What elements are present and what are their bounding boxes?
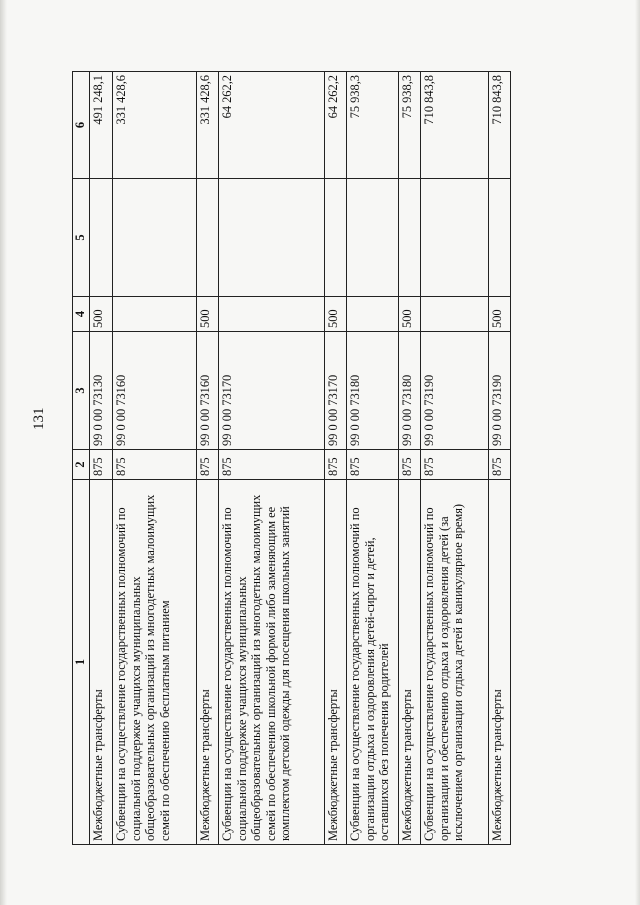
col5-cell <box>197 179 219 297</box>
col5-cell <box>399 179 421 297</box>
col5-cell <box>325 179 347 297</box>
header-cell: 2 <box>73 450 90 480</box>
description-cell: Межбюджетные трансферты <box>197 480 219 845</box>
col5-cell <box>347 179 399 297</box>
amount-cell: 491 248,1 <box>90 72 113 179</box>
type-cell: 500 <box>197 297 219 332</box>
amount-cell: 75 938,3 <box>399 72 421 179</box>
col5-cell <box>90 179 113 297</box>
table-row <box>421 72 489 845</box>
type-cell <box>347 297 399 332</box>
article-cell: 99 0 00 73190 <box>489 332 511 450</box>
article-cell: 99 0 00 73170 <box>325 332 347 450</box>
code-cell: 875 <box>113 450 197 480</box>
budget-table <box>72 71 511 845</box>
header-cell: 6 <box>73 72 90 179</box>
amount-cell: 331 428,6 <box>197 72 219 179</box>
amount-cell: 64 262,2 <box>325 72 347 179</box>
article-cell: 99 0 00 73190 <box>421 332 489 450</box>
type-cell <box>219 297 325 332</box>
col5-cell <box>113 179 197 297</box>
scan-edge-right <box>635 0 640 905</box>
amount-cell: 710 843,8 <box>421 72 489 179</box>
code-cell: 875 <box>489 450 511 480</box>
type-cell: 500 <box>90 297 113 332</box>
code-cell: 875 <box>347 450 399 480</box>
description-cell: Межбюджетные трансферты <box>325 480 347 845</box>
type-cell: 500 <box>325 297 347 332</box>
header-cell: 3 <box>73 332 90 450</box>
budget-table-container <box>72 72 510 845</box>
col5-cell <box>219 179 325 297</box>
article-cell: 99 0 00 73180 <box>399 332 421 450</box>
page-number: 131 <box>31 407 47 430</box>
header-cell: 5 <box>73 179 90 297</box>
table-header-row <box>73 72 90 845</box>
type-cell: 500 <box>399 297 421 332</box>
article-cell: 99 0 00 73170 <box>219 332 325 450</box>
code-cell: 875 <box>197 450 219 480</box>
header-cell: 1 <box>73 480 90 845</box>
table-row <box>90 72 113 845</box>
header-cell: 4 <box>73 297 90 332</box>
table-row <box>113 72 197 845</box>
amount-cell: 710 843,8 <box>489 72 511 179</box>
article-cell: 99 0 00 73160 <box>113 332 197 450</box>
type-cell: 500 <box>489 297 511 332</box>
description-cell: Субвенции на осуществление государственных полномочий по социальной поддержке учащихся муниципальных общеобразовательных организаций из многодетных малоимущих семей по обеспечению бесплатным питанием <box>113 480 197 845</box>
code-cell: 875 <box>399 450 421 480</box>
article-cell: 99 0 00 73180 <box>347 332 399 450</box>
code-cell: 875 <box>219 450 325 480</box>
col5-cell <box>421 179 489 297</box>
description-cell: Субвенции на осуществление государственных полномочий по организации отдыха и оздоровления детей-сирот и детей, оставшихся без попечения родителей <box>347 480 399 845</box>
amount-cell: 75 938,3 <box>347 72 399 179</box>
amount-cell: 64 262,2 <box>219 72 325 179</box>
col5-cell <box>489 179 511 297</box>
description-cell: Межбюджетные трансферты <box>399 480 421 845</box>
code-cell: 875 <box>90 450 113 480</box>
table-row <box>489 72 511 845</box>
type-cell <box>421 297 489 332</box>
description-cell: Субвенции на осуществление государственных полномочий по организации и обеспечению отдыха и оздоровления детей (за исключением организации отдыха детей в каникулярное время) <box>421 480 489 845</box>
table-row <box>325 72 347 845</box>
table-row <box>197 72 219 845</box>
code-cell: 875 <box>421 450 489 480</box>
scan-edge-left <box>0 0 7 905</box>
type-cell <box>113 297 197 332</box>
article-cell: 99 0 00 73160 <box>197 332 219 450</box>
description-cell: Межбюджетные трансферты <box>489 480 511 845</box>
amount-cell: 331 428,6 <box>113 72 197 179</box>
table-row <box>347 72 399 845</box>
description-cell: Межбюджетные трансферты <box>90 480 113 845</box>
description-cell: Субвенции на осуществление государственных полномочий по социальной поддержке учащихся муниципальных общеобразовательных организаций из многодетных малоимущих семей по обеспечению школьной формой либо заменяющим ее комплектом детской одежды для посещения школьных занятий <box>219 480 325 845</box>
table-row <box>219 72 325 845</box>
table-row <box>399 72 421 845</box>
article-cell: 99 0 00 73130 <box>90 332 113 450</box>
code-cell: 875 <box>325 450 347 480</box>
